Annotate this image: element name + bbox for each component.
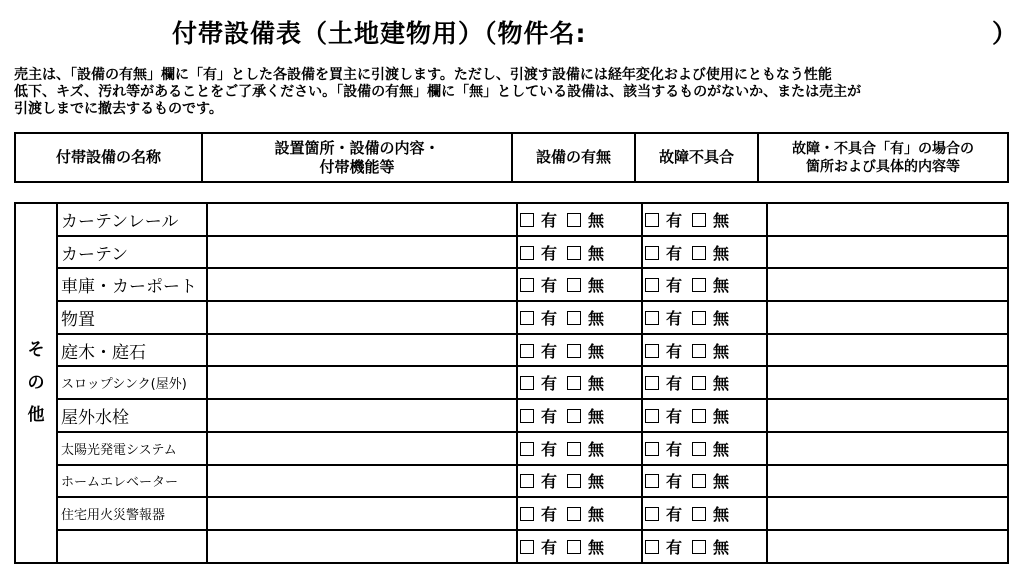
- remark-cell[interactable]: [767, 465, 1008, 498]
- header-detail-line1: 設置箇所・設備の内容・: [274, 138, 440, 157]
- equipment-name: 住宅用火災警報器: [57, 497, 207, 530]
- header-name: 付帯設備の名称: [15, 133, 202, 182]
- equipment-name: 車庫・カーポート: [57, 268, 207, 301]
- checkbox-no[interactable]: [692, 246, 706, 260]
- option-no-label: 無: [588, 537, 605, 557]
- header-remark-line1: 故障・不具合「有」の場合の: [792, 140, 974, 157]
- checkbox-yes[interactable]: [645, 344, 659, 358]
- exists-cell: [517, 530, 642, 563]
- fault-cell: [642, 301, 767, 334]
- option-yes-label: 有: [541, 505, 558, 525]
- detail-cell[interactable]: [207, 236, 517, 269]
- equipment-name: 庭木・庭石: [57, 334, 207, 367]
- fault-cell: [642, 497, 767, 530]
- exists-cell: [517, 334, 642, 367]
- checkbox-yes[interactable]: [520, 376, 534, 390]
- table-row: [15, 399, 1008, 432]
- group-char: の: [27, 372, 45, 393]
- table-row: [15, 203, 1008, 236]
- note-line: 低下、キズ、汚れ等があることをご了承ください。「設備の有無」欄に「無」としている設備は、該当するものがないか、または売主が: [14, 84, 862, 100]
- option-no-label: 無: [713, 406, 730, 426]
- fault-cell: [642, 366, 767, 399]
- option-yes-label: 有: [666, 308, 683, 328]
- option-yes-label: 有: [541, 537, 558, 557]
- option-yes-label: 有: [541, 341, 558, 361]
- exists-cell: [517, 399, 642, 432]
- header-remark: [758, 133, 1008, 182]
- note-line: 売主は、「設備の有無」欄に「有」とした各設備を買主に引渡します。ただし、引渡す設備には経年変化および使用にともなう性能: [14, 67, 832, 83]
- table-row: [15, 530, 1008, 563]
- option-yes-label: 有: [541, 276, 558, 296]
- group-char: そ: [27, 340, 45, 361]
- remark-cell[interactable]: [767, 301, 1008, 334]
- option-no-label: 無: [588, 276, 605, 296]
- fault-cell: [642, 268, 767, 301]
- option-no-label: 無: [588, 341, 605, 361]
- remark-cell[interactable]: [767, 432, 1008, 465]
- checkbox-no[interactable]: [567, 442, 581, 456]
- option-yes-label: 有: [666, 505, 683, 525]
- checkbox-no[interactable]: [692, 540, 706, 554]
- checkbox-no[interactable]: [692, 344, 706, 358]
- equipment-name: 屋外水栓: [57, 399, 207, 432]
- checkbox-yes[interactable]: [520, 278, 534, 292]
- checkbox-no[interactable]: [567, 344, 581, 358]
- option-no-label: 無: [713, 341, 730, 361]
- fault-cell: [642, 465, 767, 498]
- checkbox-yes[interactable]: [645, 540, 659, 554]
- option-no-label: 無: [713, 537, 730, 557]
- option-yes-label: 有: [666, 472, 683, 492]
- table-row: [15, 301, 1008, 334]
- instructions-note: [14, 67, 1014, 118]
- checkbox-no[interactable]: [692, 213, 706, 227]
- fault-cell: [642, 203, 767, 236]
- detail-cell[interactable]: [207, 465, 517, 498]
- group-char: 他: [27, 404, 45, 425]
- remark-cell[interactable]: [767, 497, 1008, 530]
- exists-cell: [517, 497, 642, 530]
- option-yes-label: 有: [541, 374, 558, 394]
- table-row: [15, 268, 1008, 301]
- option-yes-label: 有: [666, 406, 683, 426]
- remark-cell[interactable]: [767, 366, 1008, 399]
- checkbox-yes[interactable]: [645, 376, 659, 390]
- remark-cell[interactable]: [767, 268, 1008, 301]
- checkbox-yes[interactable]: [520, 442, 534, 456]
- option-no-label: 無: [713, 374, 730, 394]
- checkbox-no[interactable]: [567, 278, 581, 292]
- exists-cell: [517, 366, 642, 399]
- checkbox-yes[interactable]: [645, 474, 659, 488]
- option-yes-label: 有: [666, 439, 683, 459]
- exists-cell: [517, 268, 642, 301]
- option-no-label: 無: [713, 505, 730, 525]
- option-yes-label: 有: [541, 406, 558, 426]
- checkbox-no[interactable]: [692, 442, 706, 456]
- equipment-name: [57, 530, 207, 563]
- detail-cell[interactable]: [207, 334, 517, 367]
- detail-cell[interactable]: [207, 432, 517, 465]
- table-row: [15, 236, 1008, 269]
- table-row: [15, 432, 1008, 465]
- checkbox-yes[interactable]: [520, 311, 534, 325]
- detail-cell[interactable]: [207, 530, 517, 563]
- option-yes-label: 有: [666, 537, 683, 557]
- option-yes-label: 有: [666, 374, 683, 394]
- equipment-name: 物置: [57, 301, 207, 334]
- option-yes-label: 有: [541, 439, 558, 459]
- option-no-label: 無: [588, 472, 605, 492]
- table-row: [15, 465, 1008, 498]
- fault-cell: [642, 334, 767, 367]
- group-label: [15, 203, 57, 563]
- option-no-label: 無: [588, 243, 605, 263]
- checkbox-no[interactable]: [692, 507, 706, 521]
- option-yes-label: 有: [541, 472, 558, 492]
- option-no-label: 無: [713, 472, 730, 492]
- fault-cell: [642, 432, 767, 465]
- checkbox-no[interactable]: [567, 540, 581, 554]
- checkbox-yes[interactable]: [645, 311, 659, 325]
- checkbox-no[interactable]: [692, 474, 706, 488]
- checkbox-no[interactable]: [567, 507, 581, 521]
- checkbox-no[interactable]: [567, 213, 581, 227]
- exists-cell: [517, 236, 642, 269]
- detail-cell[interactable]: [207, 268, 517, 301]
- option-no-label: 無: [713, 210, 730, 230]
- exists-cell: [517, 465, 642, 498]
- equipment-table: [14, 202, 1009, 564]
- equipment-name: カーテン: [57, 236, 207, 269]
- option-no-label: 無: [588, 406, 605, 426]
- remark-cell[interactable]: [767, 334, 1008, 367]
- header-detail: [202, 133, 512, 182]
- equipment-name: スロップシンク(屋外): [57, 366, 207, 399]
- page-title: 付帯設備表（土地建物用）（物件名:: [172, 19, 587, 48]
- checkbox-yes[interactable]: [520, 507, 534, 521]
- header-exists: 設備の有無: [512, 133, 635, 182]
- option-yes-label: 有: [666, 276, 683, 296]
- option-yes-label: 有: [541, 308, 558, 328]
- table-row: [15, 497, 1008, 530]
- table-row: [15, 366, 1008, 399]
- option-no-label: 無: [588, 210, 605, 230]
- option-no-label: 無: [588, 439, 605, 459]
- checkbox-no[interactable]: [692, 376, 706, 390]
- checkbox-yes[interactable]: [645, 278, 659, 292]
- checkbox-yes[interactable]: [520, 213, 534, 227]
- option-no-label: 無: [713, 276, 730, 296]
- header-table: [14, 132, 1009, 183]
- equipment-name: 太陽光発電システム: [57, 432, 207, 465]
- header-fault: 故障不具合: [635, 133, 758, 182]
- detail-cell[interactable]: [207, 366, 517, 399]
- checkbox-no[interactable]: [567, 376, 581, 390]
- checkbox-yes[interactable]: [645, 246, 659, 260]
- detail-cell[interactable]: [207, 301, 517, 334]
- option-no-label: 無: [713, 439, 730, 459]
- table-row: [15, 334, 1008, 367]
- title-close-paren: ）: [992, 19, 1018, 48]
- detail-cell[interactable]: [207, 203, 517, 236]
- detail-cell[interactable]: [207, 497, 517, 530]
- checkbox-yes[interactable]: [645, 507, 659, 521]
- detail-cell[interactable]: [207, 399, 517, 432]
- fault-cell: [642, 399, 767, 432]
- exists-cell: [517, 203, 642, 236]
- checkbox-no[interactable]: [567, 409, 581, 423]
- remark-cell[interactable]: [767, 203, 1008, 236]
- checkbox-yes[interactable]: [520, 474, 534, 488]
- option-yes-label: 有: [541, 243, 558, 263]
- checkbox-yes[interactable]: [520, 540, 534, 554]
- option-no-label: 無: [588, 308, 605, 328]
- option-yes-label: 有: [541, 210, 558, 230]
- option-no-label: 無: [588, 505, 605, 525]
- checkbox-yes[interactable]: [645, 213, 659, 227]
- option-no-label: 無: [588, 374, 605, 394]
- remark-cell[interactable]: [767, 530, 1008, 563]
- fault-cell: [642, 530, 767, 563]
- checkbox-no[interactable]: [567, 474, 581, 488]
- checkbox-yes[interactable]: [645, 409, 659, 423]
- option-no-label: 無: [713, 308, 730, 328]
- equipment-name: ホームエレベーター: [57, 465, 207, 498]
- remark-cell[interactable]: [767, 236, 1008, 269]
- option-no-label: 無: [713, 243, 730, 263]
- equipment-table-body: [15, 203, 1008, 563]
- checkbox-yes[interactable]: [520, 344, 534, 358]
- option-yes-label: 有: [666, 341, 683, 361]
- option-yes-label: 有: [666, 210, 683, 230]
- remark-cell[interactable]: [767, 399, 1008, 432]
- checkbox-no[interactable]: [567, 311, 581, 325]
- equipment-name: カーテンレール: [57, 203, 207, 236]
- checkbox-no[interactable]: [692, 311, 706, 325]
- exists-cell: [517, 432, 642, 465]
- checkbox-no[interactable]: [692, 278, 706, 292]
- option-yes-label: 有: [666, 243, 683, 263]
- checkbox-yes[interactable]: [645, 442, 659, 456]
- checkbox-yes[interactable]: [520, 246, 534, 260]
- exists-cell: [517, 301, 642, 334]
- note-line: 引渡しまでに撤去するものです。: [14, 101, 223, 117]
- fault-cell: [642, 236, 767, 269]
- header-detail-line2: 付帯機能等: [319, 157, 395, 176]
- checkbox-no[interactable]: [567, 246, 581, 260]
- checkbox-no[interactable]: [692, 409, 706, 423]
- checkbox-yes[interactable]: [520, 409, 534, 423]
- header-remark-line2: 箇所および具体的内容等: [806, 158, 960, 175]
